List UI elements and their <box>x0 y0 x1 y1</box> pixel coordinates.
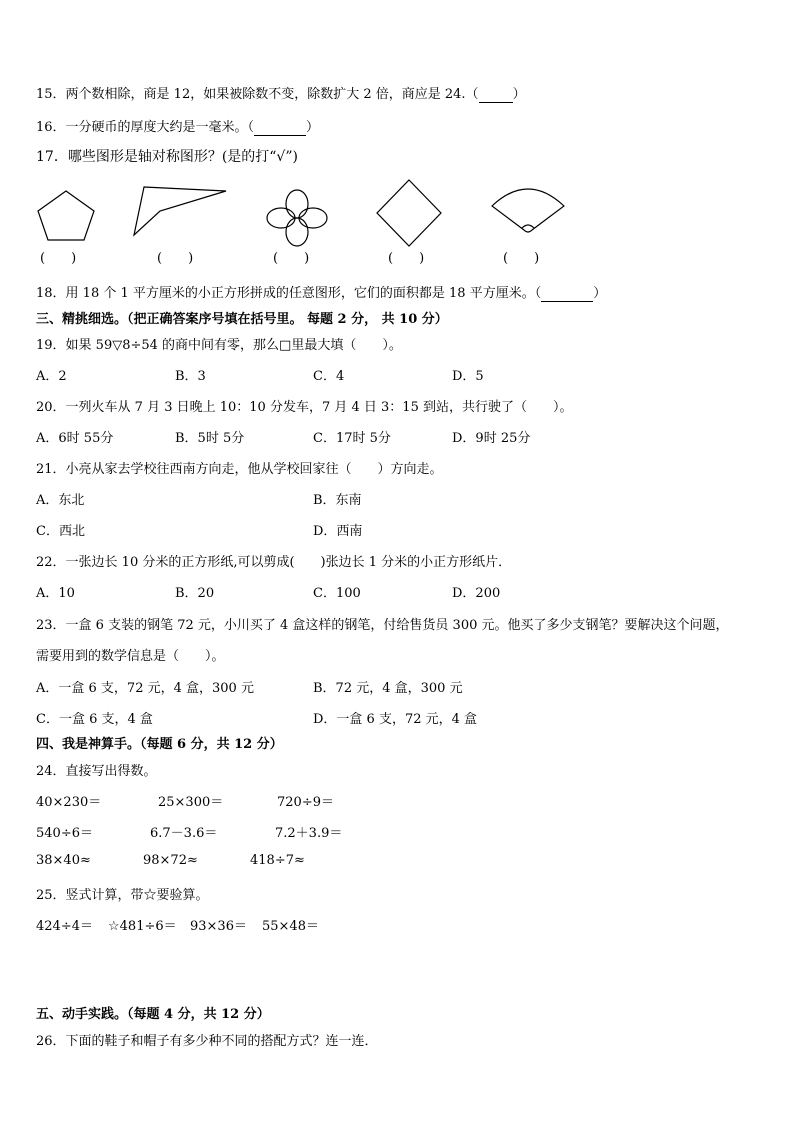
q22-option-c[interactable]: C．100 <box>313 586 361 601</box>
q19-option-d[interactable]: D．5 <box>452 369 484 384</box>
q16-answer-blank[interactable] <box>254 120 306 136</box>
q23-option-a[interactable]: A．一盒 6 支，72 元，4 盒，300 元 <box>36 681 254 696</box>
q20-option-d[interactable]: D．9时 25分 <box>452 431 531 446</box>
q23-option-b[interactable]: B．72 元，4 盒，300 元 <box>313 681 463 696</box>
triangle-figure <box>130 183 230 239</box>
q24-item[interactable]: 25×300＝ <box>158 795 224 810</box>
section-3-heading: 三、精挑细选。（把正确答案序号填在括号里。 每题 2 分， 共 10 分） <box>36 312 448 327</box>
q15-answer-blank[interactable] <box>479 87 513 103</box>
q17-answer-4[interactable]: ( ) <box>388 251 425 266</box>
q19-option-a[interactable]: A．2 <box>36 369 67 384</box>
q22-stem: 22．一张边长 10 分米的正方形纸,可以剪成( )张边长 1 分米的小正方形纸片． <box>36 555 512 570</box>
q24-item[interactable]: 6.7－3.6＝ <box>150 826 218 841</box>
q19-option-c[interactable]: C．4 <box>313 369 345 384</box>
q17-answer-5[interactable]: ( ) <box>503 251 540 266</box>
q17-text: 17．哪些图形是轴对称图形？(是的打“√”) <box>36 149 298 165</box>
q20-stem: 20．一列火车从 7 月 3 日晚上 10：10 分发车，7 月 4 日 3：15 到站，共行驶了（ ）。 <box>36 400 573 415</box>
pentagon-figure <box>34 188 98 244</box>
q21-option-a[interactable]: A．东北 <box>36 493 85 508</box>
q25-stem: 25．竖式计算，带☆要验算。 <box>36 888 209 903</box>
q22-option-b[interactable]: B．20 <box>175 586 215 601</box>
q16: 16．一分硬币的厚度大约是一毫米。（ ） <box>36 120 320 135</box>
q24-item[interactable]: 540÷6＝ <box>36 826 93 841</box>
q25-item[interactable]: 55×48＝ <box>262 919 319 934</box>
q21-stem: 21．小亮从家去学校往西南方向走，他从学校回家往（ ）方向走。 <box>36 462 443 477</box>
q18-text: 18．用 18 个 1 平方厘米的小正方形拼成的任意图形，它们的面积都是 18 平方厘米。（ <box>36 286 542 301</box>
q22-option-a[interactable]: A．10 <box>36 586 75 601</box>
q19-stem: 19．如果 59▽8÷54 的商中间有零，那么□里最大填（ ）。 <box>36 338 402 353</box>
q24-stem: 24．直接写出得数。 <box>36 764 157 779</box>
q20-option-a[interactable]: A．6时 55分 <box>36 431 114 446</box>
q17-answer-3[interactable]: ( ) <box>273 251 310 266</box>
q15-text: 15．两个数相除，商是 12，如果被除数不变，除数扩大 2 倍，商应是 24.（ <box>36 87 479 102</box>
section-4-heading: 四、我是神算手。（每题 6 分，共 12 分） <box>36 737 283 752</box>
q23-stem-line-2: 需要用到的数学信息是（ ）。 <box>36 649 225 664</box>
q24-item[interactable]: 38×40≈ <box>36 853 91 868</box>
q25-item[interactable]: ☆481÷6＝ <box>108 919 177 934</box>
diamond-figure <box>374 178 444 248</box>
q23-option-d[interactable]: D．一盒 6 支，72 元，4 盒 <box>313 712 478 727</box>
q23-stem-line-1: 23．一盒 6 支装的钢笔 72 元，小川买了 4 盒这样的钢笔，付给售货员 300 元。他买了多少支钢笔？要解决这个问题， <box>36 618 729 633</box>
q24-item[interactable]: 720÷9＝ <box>277 795 334 810</box>
q20-option-b[interactable]: B．5时 5分 <box>175 431 245 446</box>
q25-item[interactable]: 93×36＝ <box>190 919 247 934</box>
q24-item[interactable]: 418÷7≈ <box>250 853 305 868</box>
q23-option-c[interactable]: C．一盒 6 支，4 盒 <box>36 712 153 727</box>
four-leaf-figure <box>263 188 331 248</box>
q25-item[interactable]: 424÷4＝ <box>36 919 93 934</box>
q24-item[interactable]: 40×230＝ <box>36 795 102 810</box>
q21-option-d[interactable]: D．西南 <box>313 524 363 539</box>
fan-figure <box>488 178 568 242</box>
q17-answer-1[interactable]: ( ) <box>40 251 77 266</box>
q21-option-b[interactable]: B．东南 <box>313 493 362 508</box>
q16-text: 16．一分硬币的厚度大约是一毫米。（ <box>36 120 255 135</box>
q21-option-c[interactable]: C．西北 <box>36 524 85 539</box>
q19-option-b[interactable]: B．3 <box>175 369 206 384</box>
q18-answer-blank[interactable] <box>541 286 593 302</box>
q18: 18．用 18 个 1 平方厘米的小正方形拼成的任意图形，它们的面积都是 18 平方厘米。（ ） <box>36 286 607 301</box>
section-5-heading: 五、动手实践。（每题 4 分，共 12 分） <box>36 1007 270 1022</box>
q22-option-d[interactable]: D．200 <box>452 586 501 601</box>
q26-stem: 26．下面的鞋子和帽子有多少种不同的搭配方式？连一连． <box>36 1034 378 1049</box>
q15: 15．两个数相除，商是 12，如果被除数不变，除数扩大 2 倍，商应是 24.（ ） <box>36 87 526 102</box>
q17-answer-2[interactable]: ( ) <box>157 251 194 266</box>
q24-item[interactable]: 98×72≈ <box>143 853 198 868</box>
q20-option-c[interactable]: C．17时 5分 <box>313 431 391 446</box>
q24-item[interactable]: 7.2＋3.9＝ <box>275 826 343 841</box>
